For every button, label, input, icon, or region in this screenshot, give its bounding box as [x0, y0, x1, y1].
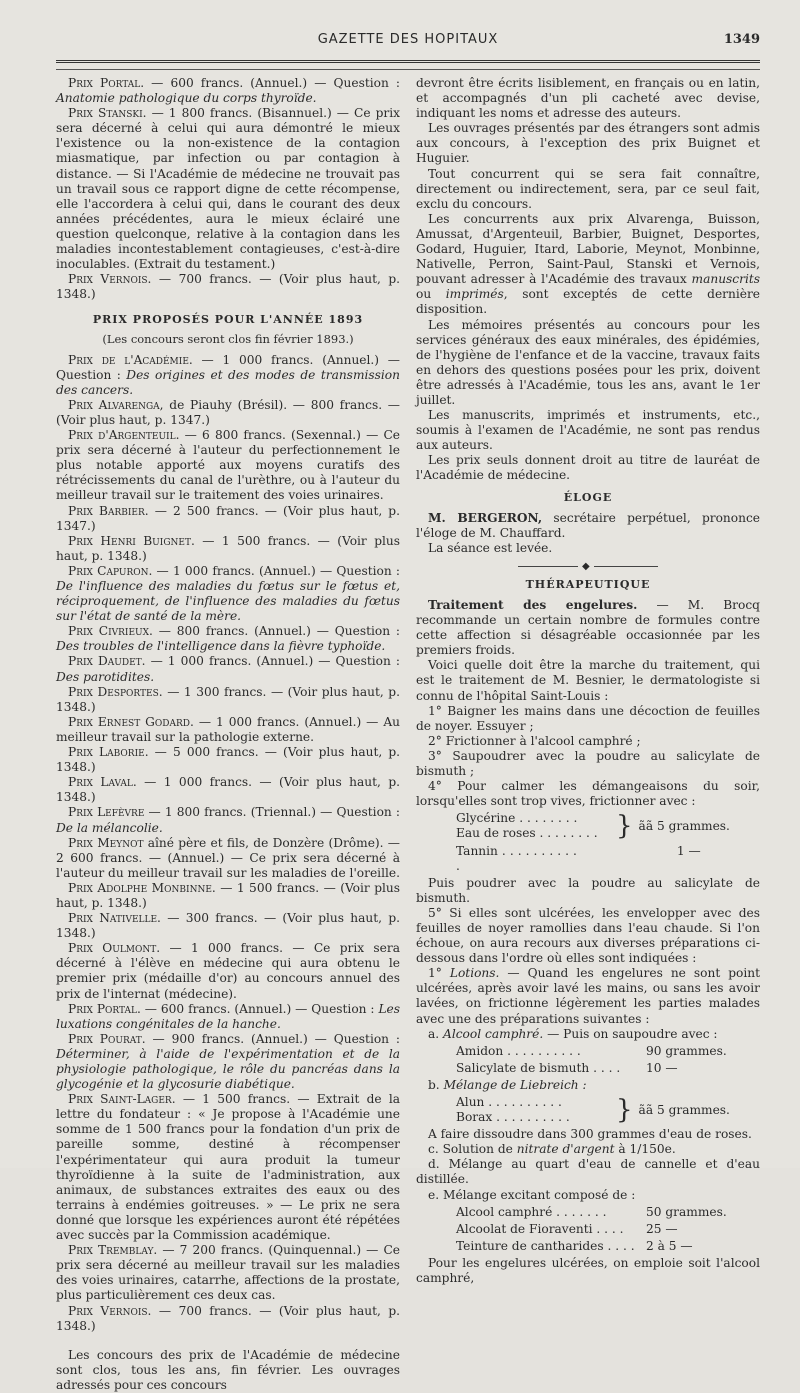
ingredient: Alcoolat de Fioraventi . . . . [456, 1221, 624, 1236]
paragraph: devront être écrits lisiblement, en français ou en latin, et accompagnés d'un pli cacheté avec devise, indiquant les noms et adresse des auteurs. [416, 76, 760, 121]
prescription-line [456, 1061, 760, 1076]
paragraph [56, 941, 400, 1001]
prescription-line [456, 1222, 760, 1237]
brace: } [616, 1095, 633, 1126]
prize-question: Des troubles de l'intelligence dans la fièvre typhoïde. [56, 639, 386, 654]
prize-name: Prix Vernois. [68, 1303, 152, 1318]
paragraph [56, 685, 400, 715]
prize-name: Prix Laval. [68, 775, 137, 790]
paragraph: 3° Saupoudrer avec la poudre au salicylate de bismuth ; [416, 748, 760, 779]
prize-question: Anatomie pathologique du corps thyroïde. [56, 91, 317, 106]
prize-name: Prix Daudet. [68, 654, 146, 669]
prize-text: — 800 francs. (Annuel.) — Question : [152, 624, 400, 639]
page-header [56, 28, 760, 52]
prize-name: Prix de l'Académie. [68, 352, 193, 367]
journal-title: GAZETTE DES HOPITAUX [317, 32, 499, 47]
ingredient: Teinture de cantharides . . . . [456, 1238, 635, 1253]
text: — M. Brocq recommande un certain nombre de formules contre cette affection si désagréable occasionnée par les premiers froids. [416, 598, 760, 658]
paragraph [416, 598, 760, 658]
paragraph: Les ouvrages présentés par des étrangers sont admis aux concours, à l'exception des prix Buignet et Huguier. [416, 121, 760, 166]
prize-question: Des parotidites. [56, 669, 155, 684]
prize-name: Prix Vernois. [68, 272, 152, 287]
columns [56, 76, 760, 1393]
ingredient: Amidon . . . . . . . . . . [456, 1043, 581, 1058]
prize-text: — 700 francs. — (Voir plus haut, p. 1348.) [56, 272, 401, 302]
quantity: 50 grammes. [646, 1204, 727, 1219]
prize-name: Prix Oulmont. [68, 941, 161, 956]
paragraph [56, 715, 400, 745]
prize-text: — 1 500 francs. — (Voir plus haut, p. 1348.) [56, 533, 400, 563]
paragraph [56, 654, 400, 684]
prize-text: aîné père et fils, de Donzère (Drôme). — 2 600 francs. — (Annuel.) — Ce prix sera décerné à l'auteur du meilleur travail sur les maladies de l'oreille. [56, 835, 400, 880]
text: c. Solution de [428, 1142, 517, 1157]
prize-name: Prix Nativelle. [68, 911, 161, 926]
paragraph [56, 398, 400, 428]
brace: } [616, 811, 633, 842]
paragraph [56, 745, 400, 775]
prize-question: De la mélancolie. [56, 820, 163, 835]
text: secrétaire perpétuel, prononce l'éloge de M. Chauffard. [416, 510, 760, 540]
paragraph [56, 1304, 400, 1334]
prize-name: Prix Alvarenga, [68, 397, 164, 412]
quantity: 2 à 5 — [646, 1238, 693, 1253]
paragraph [56, 775, 400, 805]
paragraph [56, 1243, 400, 1303]
prescription-line [456, 1044, 760, 1059]
paragraph: A faire dissoudre dans 300 grammes d'eau de roses. [428, 1127, 752, 1142]
prize-name: Prix Adolphe Monbinne. [68, 880, 216, 895]
text: ou [416, 287, 446, 302]
paragraph: La séance est levée. [428, 540, 553, 555]
section-note: (Les concours seront clos fin février 1893.) [102, 331, 354, 346]
text: a. [428, 1026, 444, 1041]
prize-name: Prix Laborie. [68, 745, 149, 760]
paragraph: Tout concurrent qui se sera fait connaître, directement ou indirectement, sera, par ce seul fait, exclu du concours. [416, 166, 760, 211]
prize-text: — 1 800 francs. (Bisannuel.) — Ce prix sera décerné à celui qui aura démontré le mieux l'existence ou la non-existence de la contagion miasmatique, par infection ou par contagion à distance. — Si l'Académie de médecine ne trouvait pas un travail sous ce rapport digne de cette récompense, elle l'accordera à celui qui, dans le courant des deux années précédentes, aura le mieux éclairé une question quelconque, relative à la contagion dans les maladies incontestablement contagieuses, c'est-à-dire inoculables. (Extrait du testament.) [56, 106, 400, 272]
prize-name: Prix Ernest Godard. [68, 714, 194, 729]
eloge-heading: ÉLOGE [563, 490, 613, 504]
paragraph: 2° Frictionner à l'alcool camphré ; [428, 733, 641, 748]
paragraph [56, 272, 400, 302]
prize-text: — 700 francs. — (Voir plus haut, p. 1348.) [56, 1303, 401, 1333]
prize-text: — 1 000 francs. — (Voir plus haut, p. 1348.) [56, 775, 400, 805]
left-column [56, 76, 400, 1393]
prize-name: Prix Civrieux. [68, 624, 153, 639]
prescription-names [456, 1095, 616, 1125]
paragraph [56, 881, 400, 911]
prize-name: Prix Portal. [68, 1001, 141, 1016]
prize-text: — 1 000 francs. (Annuel.) — Au meilleur travail sur la pathologie externe. [56, 714, 400, 744]
prize-name: Prix Capuron. [68, 563, 153, 578]
quantity: 25 — [646, 1221, 678, 1236]
ingredient: Borax . . . . . . . . . . [456, 1110, 570, 1125]
prize-text: — 300 francs. — (Voir plus haut, p. 1348.) [56, 911, 401, 941]
paragraph [56, 1032, 400, 1092]
prize-text: — 1 000 francs. — Ce prix sera décerné à l'élève en médecine qui aura obtenu le premier prix (médaille d'or) au concours annuel des prix de l'internat (médecine). [56, 941, 400, 1001]
paragraph: 1° Baigner les mains dans une décoction de feuilles de noyer. Essuyer ; [416, 703, 760, 733]
ingredient: Alun . . . . . . . . . . [456, 1095, 562, 1109]
paragraph: Les prix seuls donnent droit au titre de lauréat de l'Académie de médecine. [416, 453, 760, 483]
paragraph [56, 428, 400, 503]
paragraph [56, 564, 400, 624]
text: — Quand les engelures ne sont point ulcérées, après avoir lavé les mains, ou sans les avoir lavées, on frictionne légèrement les parties malades avec une des préparations suivantes : [416, 966, 760, 1026]
prescription-line [456, 1239, 760, 1254]
paragraph [56, 106, 400, 272]
text: à 1/150e. [614, 1142, 676, 1157]
text: imprimés [445, 287, 504, 302]
paragraph [416, 1142, 760, 1157]
paragraph: Pour les engelures ulcérées, on emploie soit l'alcool camphré, [416, 1255, 760, 1286]
prize-name: Prix Lefèvre [68, 805, 145, 820]
quantity: 10 — [646, 1060, 678, 1075]
prize-text: — 6 800 francs. (Sexennal.) — Ce prix sera décerné à l'auteur du perfectionnement le plus notable apporté aux moyens curatifs des rétrécissements du canal de l'urèthre, ou à l'auteur du meilleur travail sur le traitement des voies urinaires. [56, 428, 400, 503]
quantity: ãã 5 grammes. [638, 1102, 730, 1117]
section-title: PRIX PROPOSÉS POUR L'ANNÉE 1893 [92, 313, 364, 327]
paragraph [56, 504, 400, 534]
prescription-line [456, 1205, 760, 1220]
header-rule [56, 60, 760, 70]
prize-name: Prix Meynot [68, 835, 144, 850]
paragraph [56, 76, 400, 106]
prize-question: Les luxations congénitales de la hanche. [56, 1001, 400, 1031]
prize-text: — 600 francs. (Annuel.) — Question : [144, 76, 400, 90]
prize-name: Prix Portal. [68, 76, 145, 90]
paragraph [416, 1027, 760, 1042]
paragraph: Les manuscrits, imprimés et instruments, etc., soumis à l'examen de l'Académie, ne sont pas rendus aux auteurs. [416, 408, 760, 453]
ingredient: Eau de roses . . . . . . . . [456, 826, 598, 841]
prescription-names [456, 811, 616, 841]
section-divider [518, 566, 658, 567]
speaker-name: M. BERGERON, [428, 510, 543, 525]
article-title: Traitement des engelures. [428, 598, 638, 612]
paragraph: Voici quelle doit être la marche du traitement, qui est le traitement de M. Besnier, le dermatologiste si connu de l'hôpital Saint-Louis : [416, 658, 760, 703]
text: , sont exceptés de cette dernière disposition. [416, 287, 761, 317]
page-number: 1349 [723, 32, 760, 47]
paragraph: 5° Si elles sont ulcérées, les envelopper avec des feuilles de noyer ramollies dans l'eau chaude. Si l'on échoue, on aura recours aux diverses préparations ci-dessous dans l'ordre où elles sont indiquées : [416, 905, 760, 966]
therapeutique-heading: THÉRAPEUTIQUE [525, 577, 651, 591]
text: — Puis on saupoudre avec : [543, 1026, 718, 1041]
paragraph: Les mémoires présentés au concours pour les services généraux des eaux minérales, des épidémies, de l'hygiène de l'enfance et de la vaccine, travaux faits en dehors des questions posées pour les prix, doivent être adressés à l'Académie, tous les ans, avant le 1er juillet. [416, 317, 760, 407]
paragraph [416, 212, 760, 318]
paragraph: e. Mélange excitant composé de : [428, 1187, 636, 1202]
prize-name: Prix Tremblay. [68, 1243, 158, 1258]
prize-name: Prix Desportes. [68, 684, 163, 699]
paragraph: d. Mélange au quart d'eau de cannelle et d'eau distillée. [416, 1157, 760, 1187]
prize-name: Prix Stanski. [68, 106, 147, 121]
prize-text: — 5 000 francs. — (Voir plus haut, p. 1348.) [56, 745, 400, 775]
prescription-group [456, 811, 760, 841]
prize-text: — 1 800 francs. (Triennal.) — Question : [144, 805, 401, 820]
text: 1° [428, 966, 450, 981]
ingredient: Tannin . . . . . . . . . . . [456, 843, 577, 873]
text: Alcool camphré. [443, 1026, 544, 1041]
paragraph [56, 1002, 400, 1032]
quantity: ãã 5 grammes. [638, 818, 730, 833]
prize-question: Déterminer, à l'aide de l'expérimentation et de la physiologie pathologique, le rôle du pancréas dans la glycogénie et la glycosurie diabétique. [56, 1046, 400, 1092]
paragraph [56, 805, 400, 835]
prize-name: Prix d'Argenteuil. [68, 428, 180, 443]
quantity: 90 grammes. [646, 1043, 727, 1058]
prescription-line [456, 844, 760, 874]
ingredient: Salicylate de bismuth . . . . [456, 1060, 621, 1075]
prize-name: Prix Saint-Lager. [68, 1092, 176, 1107]
paragraph: 4° Pour calmer les démangeaisons du soir, lorsqu'elles sont trop vives, frictionner avec : [416, 779, 760, 809]
prize-text: — 1 000 francs. (Annuel.) — Question : [152, 563, 400, 578]
ingredient: Glycérine . . . . . . . . [456, 811, 578, 826]
prize-text: — 7 200 francs. (Quinquennal.) — Ce prix sera décerné au meilleur travail sur les maladies des voies urinaires, catarrhe, affections de la prostate, plus particulièrement ces deux cas. [56, 1243, 401, 1303]
paragraph [416, 1078, 760, 1093]
prize-name: Prix Barbier. [68, 503, 149, 518]
closing-paragraph: Les concours des prix de l'Académie de médecine sont clos, tous les ans, fin février. Les ouvrages adressés pour ces concours [56, 1347, 400, 1392]
prize-name: Prix Pourat. [68, 1031, 146, 1046]
paragraph [416, 511, 760, 541]
text: Lotions. [449, 966, 500, 981]
paragraph [416, 966, 760, 1026]
prize-text: — 1 300 francs. — (Voir plus haut, p. 1348.) [56, 684, 400, 714]
prize-name: Prix Henri Buignet. [68, 533, 195, 548]
prize-text: — 600 francs. (Annuel.) — Question : [140, 1001, 379, 1016]
text: Mélange de Liebreich : [443, 1077, 587, 1092]
paragraph [56, 353, 400, 398]
quantity: 1 — [676, 843, 701, 858]
paragraph: Puis poudrer avec la poudre au salicylate de bismuth. [416, 875, 760, 905]
text: b. [428, 1077, 444, 1092]
prize-question: Des origines et des modes de transmission des cancers. [56, 367, 400, 397]
prize-text: — 1 000 francs. (Annuel.) — Question : [145, 654, 400, 669]
prize-text: de Piauhy (Brésil). — 800 francs. — (Voir plus haut, p. 1347.) [56, 397, 400, 427]
prescription-group [456, 1095, 760, 1125]
paragraph [56, 911, 400, 941]
prize-text: — 1 500 francs. — (Voir plus haut, p. 1348.) [56, 880, 400, 910]
prize-text: — 1 000 francs. (Annuel.) — Question : [56, 352, 400, 382]
paragraph [56, 534, 400, 564]
right-column [416, 76, 760, 1393]
text: manuscrits [691, 272, 760, 287]
text: Les concurrents aux prix Alvarenga, Buisson, Amussat, d'Argenteuil, Barbier, Buignet, Desportes, Godard, Huguier, Itard, Laborie, Meynot, Monbinne, Nativelle, Perron, Saint-Paul, Stanski et Vernois, pouvant adresser à l'Académie des travaux [416, 211, 760, 287]
ingredient: Alcool camphré . . . . . . . [456, 1204, 607, 1219]
prize-question: De l'influence des maladies du fœtus sur le fœtus et, réciproquement, de l'influence des maladies du fœtus sur l'état de santé de la mère. [56, 579, 400, 624]
paragraph [56, 624, 400, 654]
prize-text: — 2 500 francs. — (Voir plus haut, p. 1347.) [56, 503, 400, 533]
prize-text: — 1 500 francs. — Extrait de la lettre du fondateur : « Je propose à l'Académie une somme de 1 500 francs pour la fondation d'un prix de pareille somme, destiné à récompenser l'expérimentateur qui aura produit la tumeur thyroïdienne à la suite de l'administration, aux animaux, de substances extraites des eaux ou des terrains à endémies goitreuses. » — Le prix ne sera donné que lorsque les expériences auront été répétées avec succès par la Commission académique. [56, 1092, 400, 1243]
text: nitrate d'argent [516, 1142, 615, 1157]
paragraph [56, 836, 400, 881]
prize-text: — 900 francs. (Annuel.) — Question : [145, 1031, 401, 1046]
